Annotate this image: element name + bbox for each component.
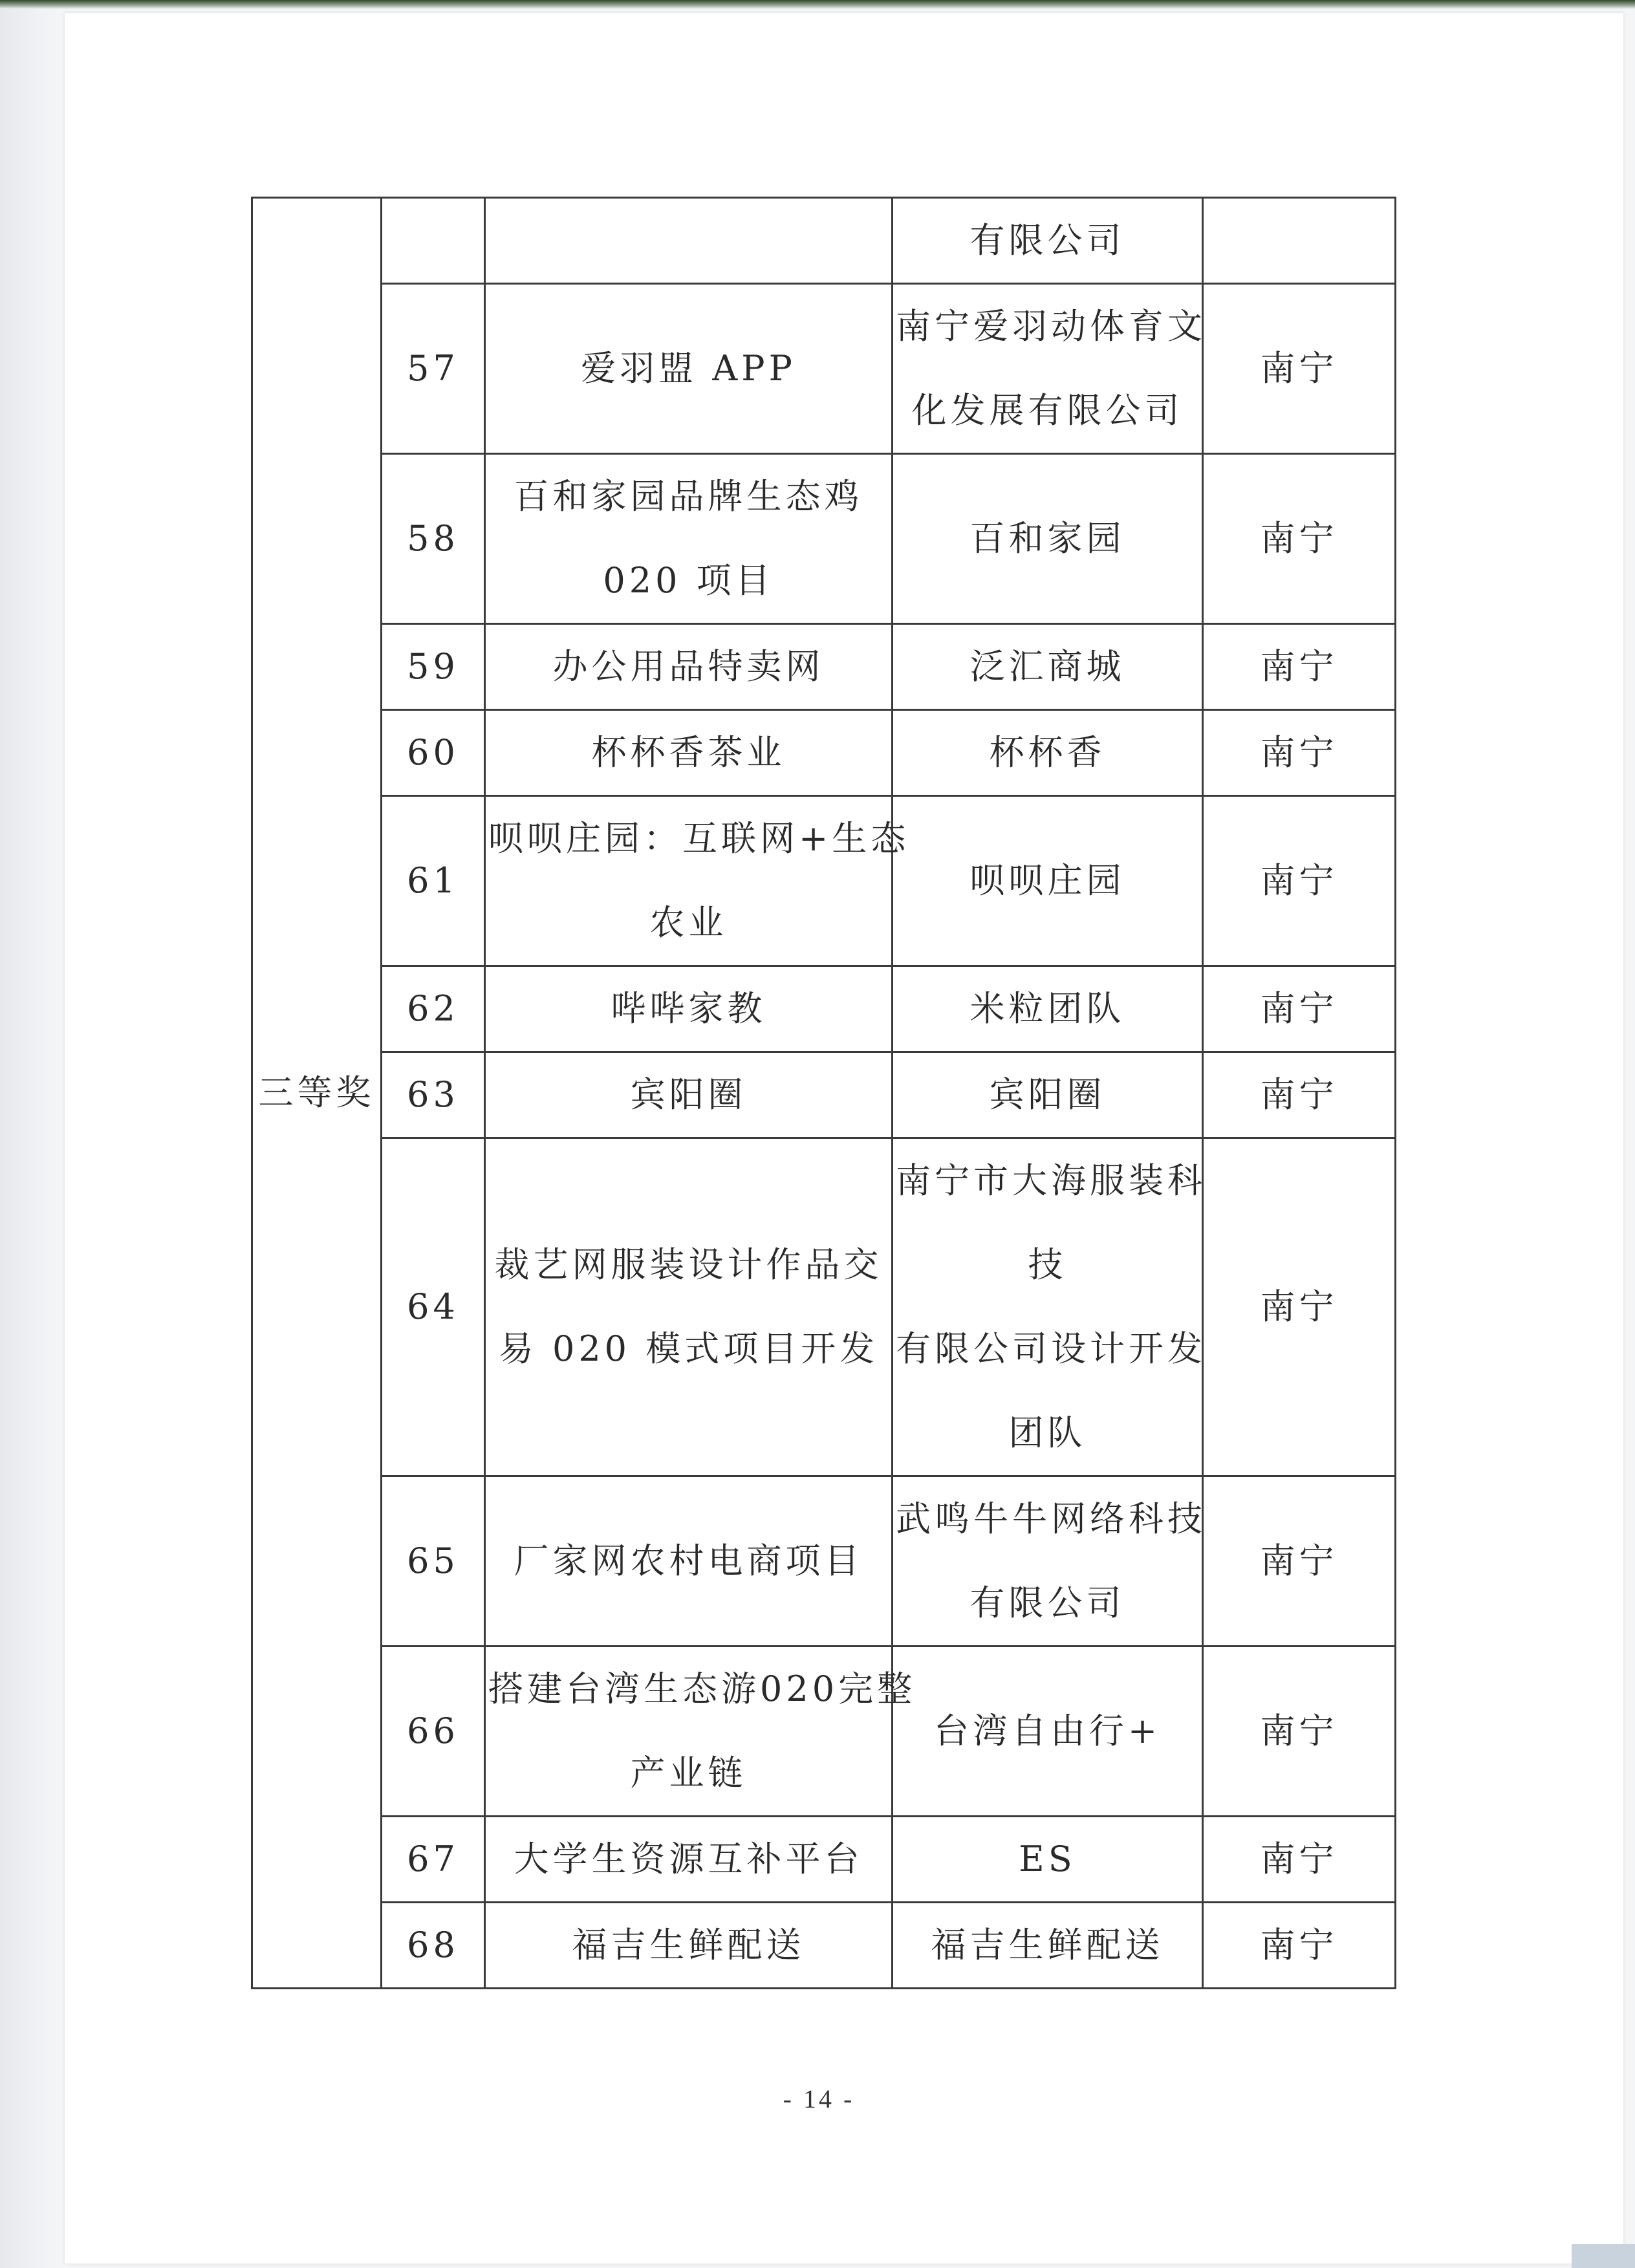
- project-name-line: 农业: [649, 902, 728, 943]
- team-name-cell: [893, 198, 1203, 284]
- table-row: [252, 284, 1396, 454]
- entry-number-cell: 57: [382, 284, 485, 454]
- region-cell: 南宁: [1203, 454, 1396, 624]
- scan-edge-top: [0, 0, 1635, 9]
- table-row: [252, 796, 1396, 966]
- table-row: [252, 454, 1396, 624]
- project-name-line: 裁艺网服装设计作品交: [494, 1244, 883, 1285]
- team-name-line: 宾阳圈: [989, 1074, 1106, 1115]
- entry-number-cell: 64: [382, 1138, 485, 1476]
- project-name-line: 大学生资源互补平台: [514, 1839, 863, 1879]
- project-name-cell: [485, 1903, 893, 1989]
- team-name-cell: [893, 1647, 1203, 1817]
- team-name-cell: [893, 1476, 1206, 1647]
- project-name-cell: [485, 284, 893, 454]
- table-row: [252, 624, 1396, 710]
- region-cell: 南宁: [1203, 710, 1396, 796]
- table-row: [252, 1817, 1396, 1903]
- team-name-cell: [893, 710, 1203, 796]
- entry-number-cell: 68: [382, 1903, 485, 1989]
- table-row: [252, 966, 1396, 1052]
- project-name-cell: [485, 710, 893, 796]
- entry-number-cell: 62: [382, 966, 485, 1052]
- project-name-line: 爱羽盟 APP: [581, 348, 796, 389]
- scanner-stamp: [1572, 2244, 1635, 2268]
- team-name-line: 南宁爱羽动体育文: [896, 306, 1206, 347]
- team-name-line: 化发展有限公司: [911, 390, 1184, 431]
- project-name-line: 产业链: [630, 1753, 747, 1793]
- region-cell: 南宁: [1203, 624, 1396, 710]
- page-number: - 14 -: [783, 2084, 855, 2113]
- project-name-cell: [485, 796, 910, 966]
- project-name-cell: [485, 624, 893, 710]
- team-name-line: 台湾自由行+: [933, 1711, 1162, 1751]
- project-name-cell: [485, 1476, 893, 1647]
- table-row: [252, 710, 1396, 796]
- entry-number-cell: 65: [382, 1476, 485, 1647]
- project-name-cell: [485, 1138, 893, 1476]
- project-name-line: 搭建台湾生态游020完整: [488, 1669, 916, 1709]
- table-row: [252, 1052, 1396, 1138]
- team-name-line: 团队: [1008, 1412, 1087, 1453]
- project-name-cell: [485, 1052, 893, 1138]
- project-name-line: 易 020 模式项目开发: [498, 1328, 879, 1369]
- team-name-line: 百和家园: [969, 518, 1125, 559]
- award-table: [251, 197, 1396, 1989]
- project-name-line: 宾阳圈: [630, 1074, 747, 1115]
- team-name-cell: [893, 454, 1203, 624]
- region-cell: 南宁: [1203, 796, 1396, 966]
- table-row: [252, 1476, 1396, 1647]
- team-name-line: ES: [1019, 1839, 1076, 1879]
- entry-number-cell: 60: [382, 710, 485, 796]
- region-cell: 南宁: [1203, 1476, 1396, 1647]
- region-cell: 南宁: [1203, 284, 1396, 454]
- team-name-line: 南宁市大海服装科: [896, 1160, 1206, 1201]
- project-name-cell: [485, 198, 893, 284]
- region-cell: 南宁: [1203, 1138, 1396, 1476]
- team-name-cell: [893, 1903, 1203, 1989]
- project-name-cell: [485, 966, 893, 1052]
- team-name-line: 杯杯香: [989, 732, 1106, 773]
- team-name-line: 有限公司: [969, 1582, 1125, 1623]
- project-name-line: 办公用品特卖网: [552, 646, 825, 687]
- entry-number-cell: [382, 198, 485, 284]
- entry-number-cell: 59: [382, 624, 485, 710]
- prize-level-cell: 三等奖: [252, 198, 382, 1989]
- project-name-line: 杯杯香茶业: [591, 732, 786, 773]
- team-name-cell: [893, 796, 1203, 966]
- team-name-line: 福吉生鲜配送: [931, 1925, 1164, 1965]
- region-cell: 南宁: [1203, 1052, 1396, 1138]
- project-name-line: 百和家园品牌生态鸡: [514, 476, 863, 517]
- table-row: [252, 1138, 1396, 1476]
- entry-number-cell: 67: [382, 1817, 485, 1903]
- region-cell: 南宁: [1203, 1817, 1396, 1903]
- project-name-line: 020 项目: [603, 560, 774, 601]
- team-name-cell: [893, 284, 1206, 454]
- entry-number-cell: 58: [382, 454, 485, 624]
- team-name-line: 有限公司: [969, 220, 1125, 261]
- team-name-line: 米粒团队: [969, 988, 1125, 1029]
- team-name-cell: [893, 1052, 1203, 1138]
- project-name-line: 哔哔家教: [611, 988, 766, 1029]
- project-name-cell: [485, 1647, 916, 1817]
- scan-edge-left: [0, 0, 58, 2268]
- team-name-cell: [893, 1817, 1203, 1903]
- table-row: [252, 1903, 1396, 1989]
- entry-number-cell: 61: [382, 796, 485, 966]
- project-name-cell: [485, 1817, 893, 1903]
- project-name-line: 福吉生鲜配送: [572, 1925, 805, 1965]
- team-name-line: 武鸣牛牛网络科技: [896, 1498, 1206, 1539]
- region-cell: 南宁: [1203, 1903, 1396, 1989]
- team-name-cell: [893, 1138, 1206, 1476]
- region-cell: 南宁: [1203, 1647, 1396, 1817]
- region-cell: 南宁: [1203, 966, 1396, 1052]
- project-name-line: 厂家网农村电商项目: [514, 1540, 863, 1581]
- entry-number-cell: 63: [382, 1052, 485, 1138]
- region-cell: [1203, 198, 1396, 284]
- entry-number-cell: 66: [382, 1647, 485, 1817]
- award-table-body: [252, 198, 1396, 1989]
- team-name-line: 有限公司设计开发: [896, 1328, 1206, 1369]
- project-name-cell: [485, 454, 893, 624]
- team-name-line: 泛汇商城: [969, 646, 1125, 687]
- team-name-cell: [893, 966, 1203, 1052]
- table-row: [252, 198, 1396, 284]
- project-name-line: 呗呗庄园：互联网+生态: [488, 818, 910, 859]
- team-name-line: 技: [1028, 1244, 1067, 1285]
- team-name-cell: [893, 624, 1203, 710]
- table-row: [252, 1647, 1396, 1817]
- team-name-line: 呗呗庄园: [969, 860, 1125, 901]
